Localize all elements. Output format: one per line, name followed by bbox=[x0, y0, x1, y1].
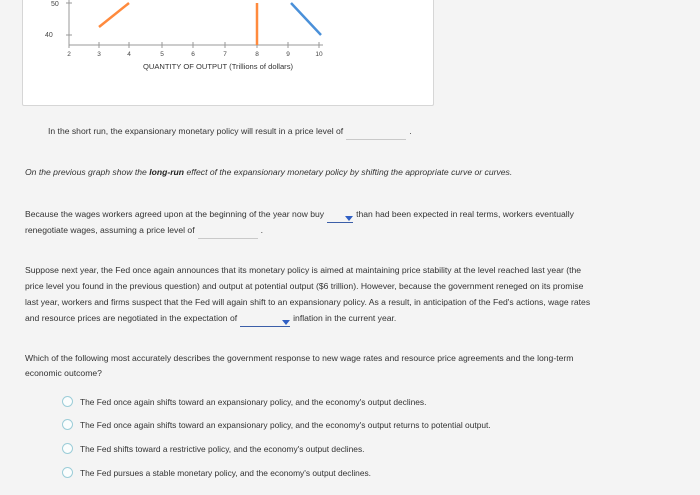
q3-inflation-dropdown[interactable] bbox=[240, 316, 290, 327]
option-label: The Fed once again shifts toward an expansionary policy, and the economy's output declines. bbox=[80, 397, 427, 407]
option-label: The Fed once again shifts toward an expansionary policy, and the economy's output returns to potential output. bbox=[80, 420, 491, 430]
instruction-line bbox=[25, 164, 512, 181]
orange-curve bbox=[99, 3, 129, 27]
x-tick-label-2: 2 bbox=[67, 51, 71, 58]
graph-panel bbox=[22, 0, 434, 106]
q2-line1-post: than had been expected in real terms, workers eventually bbox=[356, 209, 574, 219]
q2-period: . bbox=[260, 225, 263, 235]
instruction-post: effect of the expansionary monetary policy by shifting the appropriate curve or curves. bbox=[184, 167, 513, 177]
radio-button[interactable] bbox=[62, 467, 73, 478]
x-tick-label-6: 6 bbox=[191, 51, 195, 58]
q3-line-4 bbox=[25, 310, 396, 327]
radio-button[interactable] bbox=[62, 443, 73, 454]
radio-button[interactable] bbox=[62, 396, 73, 407]
q2-line2-pre: renegotiate wages, assuming a price level of bbox=[25, 225, 195, 235]
q4-option-1[interactable] bbox=[62, 395, 426, 409]
q4-option-3[interactable] bbox=[62, 442, 364, 456]
q1-line bbox=[48, 123, 412, 140]
q2-price-level-input[interactable] bbox=[198, 228, 258, 239]
x-axis-label: QUANTITY OF OUTPUT (Trillions of dollars) bbox=[142, 62, 294, 71]
instruction-pre: On the previous graph show the bbox=[25, 167, 150, 177]
q3-line4-post: inflation in the current year. bbox=[293, 313, 397, 323]
blue-curve bbox=[291, 3, 321, 35]
chevron-down-icon bbox=[345, 216, 353, 221]
q1-price-level-input[interactable] bbox=[346, 129, 406, 140]
q3-line-2: price level you found in the previous question) and output at potential output ($6 trillion). However, because the government reneged on its promise bbox=[25, 281, 584, 291]
x-tick-label-3: 3 bbox=[97, 51, 101, 58]
q3-line4-pre: and resource prices are negotiated in the expectation of bbox=[25, 313, 238, 323]
q4-option-2[interactable] bbox=[62, 418, 491, 432]
q4-option-4[interactable] bbox=[62, 466, 371, 480]
x-tick-label-5: 5 bbox=[160, 51, 164, 58]
q3-line-1: Suppose next year, the Fed once again announces that its monetary policy is aimed at maintaining price stability at the level reached last year (the bbox=[25, 265, 582, 275]
y-tick-label-50: 50 bbox=[51, 1, 59, 8]
q2-line-2 bbox=[25, 222, 263, 239]
x-tick-label-10: 10 bbox=[315, 51, 323, 58]
ad-as-graph[interactable] bbox=[23, 0, 433, 105]
x-tick-label-9: 9 bbox=[286, 51, 290, 58]
q3-line-3: last year, workers and firms suspect that the Fed will again shift to an expansionary policy. As a result, in anticipation of the Fed's actions, wage rates bbox=[25, 297, 591, 307]
q2-line-1 bbox=[25, 206, 574, 223]
x-tick-label-8: 8 bbox=[255, 51, 259, 58]
chevron-down-icon bbox=[282, 320, 290, 325]
q4-line-2: economic outcome? bbox=[25, 368, 102, 378]
q2-line1-pre: Because the wages workers agreed upon at the beginning of the year now buy bbox=[25, 209, 325, 219]
x-tick-label-7: 7 bbox=[223, 51, 227, 58]
option-label: The Fed shifts toward a restrictive policy, and the economy's output declines. bbox=[80, 444, 365, 454]
instruction-bold: long-run bbox=[149, 167, 185, 177]
y-tick-label-40: 40 bbox=[45, 32, 53, 39]
q1-text: In the short run, the expansionary monetary policy will result in a price level of bbox=[48, 126, 344, 136]
x-tick-label-4: 4 bbox=[127, 51, 131, 58]
q2-more-less-dropdown[interactable] bbox=[327, 212, 353, 223]
option-label: The Fed pursues a stable monetary policy, and the economy's output declines. bbox=[80, 468, 372, 478]
q1-period: . bbox=[409, 126, 412, 136]
q4-line-1: Which of the following most accurately describes the government response to new wage rates and resource price agreements and the long-term bbox=[25, 353, 574, 363]
radio-button[interactable] bbox=[62, 419, 73, 430]
